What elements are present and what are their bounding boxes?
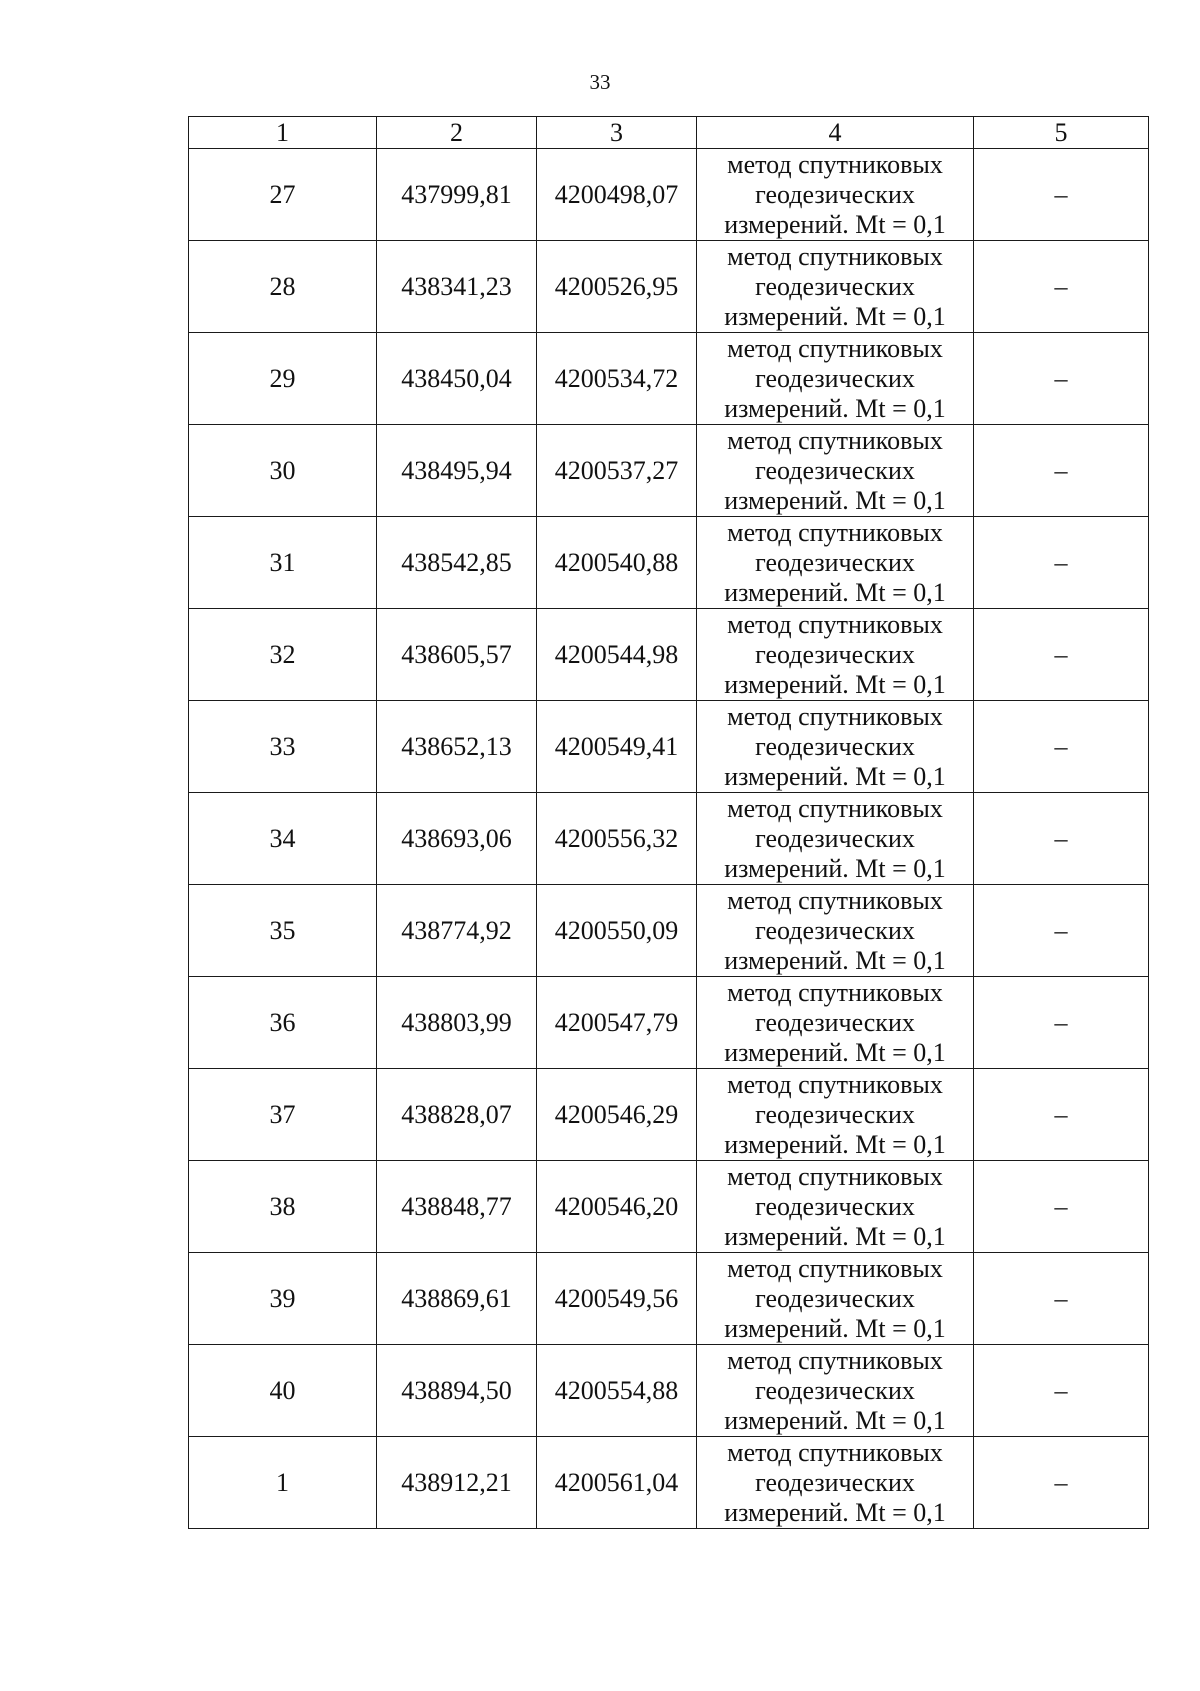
x-coordinate-cell: 438652,13 [377,701,537,793]
method-line: метод спутниковых [727,793,943,823]
method-line: геодезических [755,1099,915,1129]
y-coordinate-cell: 4200534,72 [537,333,697,425]
method-cell [697,1069,974,1161]
method-cell [697,1437,974,1529]
method-cell [697,1253,974,1345]
method-line: метод спутниковых [727,977,943,1007]
method-cell [697,241,974,333]
point-number-cell: 27 [189,149,377,241]
table-row [189,885,1149,977]
point-number-cell: 32 [189,609,377,701]
note-cell: – [974,793,1149,885]
method-line: метод спутниковых [727,517,943,547]
method-line: измерений. Mt = 0,1 [724,393,946,423]
note-cell: – [974,701,1149,793]
method-line: геодезических [755,179,915,209]
note-cell: – [974,425,1149,517]
y-coordinate-cell: 4200546,29 [537,1069,697,1161]
method-line: измерений. Mt = 0,1 [724,761,946,791]
table-row [189,333,1149,425]
table-row [189,1253,1149,1345]
note-cell: – [974,1253,1149,1345]
method-cell [697,1161,974,1253]
method-line: метод спутниковых [727,609,943,639]
method-line: метод спутниковых [727,701,943,731]
table-row [189,1161,1149,1253]
note-cell: – [974,1345,1149,1437]
method-line: измерений. Mt = 0,1 [724,1037,946,1067]
note-cell: – [974,609,1149,701]
method-line: геодезических [755,1191,915,1221]
method-line: геодезических [755,1375,915,1405]
method-line: метод спутниковых [727,241,943,271]
method-line: геодезических [755,639,915,669]
y-coordinate-cell: 4200540,88 [537,517,697,609]
column-header-4: 4 [697,117,974,149]
method-line: геодезических [755,823,915,853]
x-coordinate-cell: 438693,06 [377,793,537,885]
method-line: геодезических [755,915,915,945]
note-cell: – [974,517,1149,609]
method-line: метод спутниковых [727,885,943,915]
x-coordinate-cell: 438912,21 [377,1437,537,1529]
column-header-2: 2 [377,117,537,149]
point-number-cell: 40 [189,1345,377,1437]
method-line: геодезических [755,1283,915,1313]
point-number-cell: 38 [189,1161,377,1253]
method-cell [697,425,974,517]
note-cell: – [974,241,1149,333]
x-coordinate-cell: 438848,77 [377,1161,537,1253]
method-line: измерений. Mt = 0,1 [724,1313,946,1343]
method-line: измерений. Mt = 0,1 [724,1221,946,1251]
y-coordinate-cell: 4200561,04 [537,1437,697,1529]
point-number-cell: 31 [189,517,377,609]
note-cell: – [974,1161,1149,1253]
x-coordinate-cell: 438894,50 [377,1345,537,1437]
note-cell: – [974,333,1149,425]
method-cell [697,977,974,1069]
method-line: метод спутниковых [727,1069,943,1099]
method-line: измерений. Mt = 0,1 [724,1497,946,1527]
method-line: измерений. Mt = 0,1 [724,1129,946,1159]
y-coordinate-cell: 4200549,41 [537,701,697,793]
x-coordinate-cell: 438542,85 [377,517,537,609]
x-coordinate-cell: 438803,99 [377,977,537,1069]
x-coordinate-cell: 438450,04 [377,333,537,425]
method-line: измерений. Mt = 0,1 [724,209,946,239]
table-row [189,425,1149,517]
table-header [189,117,1149,149]
y-coordinate-cell: 4200498,07 [537,149,697,241]
y-coordinate-cell: 4200547,79 [537,977,697,1069]
x-coordinate-cell: 438605,57 [377,609,537,701]
table-row [189,241,1149,333]
note-cell: – [974,149,1149,241]
point-number-cell: 35 [189,885,377,977]
method-cell [697,517,974,609]
method-cell [697,885,974,977]
point-number-cell: 39 [189,1253,377,1345]
method-line: геодезических [755,363,915,393]
coordinates-table [188,116,1149,1529]
method-line: измерений. Mt = 0,1 [724,577,946,607]
method-line: метод спутниковых [727,1437,943,1467]
table-row [189,977,1149,1069]
method-cell [697,149,974,241]
method-line: геодезических [755,547,915,577]
y-coordinate-cell: 4200546,20 [537,1161,697,1253]
x-coordinate-cell: 438341,23 [377,241,537,333]
method-cell [697,793,974,885]
point-number-cell: 28 [189,241,377,333]
x-coordinate-cell: 438495,94 [377,425,537,517]
method-cell [697,701,974,793]
method-line: метод спутниковых [727,333,943,363]
method-line: метод спутниковых [727,1253,943,1283]
method-line: измерений. Mt = 0,1 [724,945,946,975]
table-row [189,1437,1149,1529]
x-coordinate-cell: 438869,61 [377,1253,537,1345]
y-coordinate-cell: 4200526,95 [537,241,697,333]
point-number-cell: 33 [189,701,377,793]
table-row [189,517,1149,609]
note-cell: – [974,977,1149,1069]
method-line: геодезических [755,731,915,761]
method-line: геодезических [755,1007,915,1037]
method-line: метод спутниковых [727,1345,943,1375]
point-number-cell: 36 [189,977,377,1069]
method-line: измерений. Mt = 0,1 [724,485,946,515]
point-number-cell: 1 [189,1437,377,1529]
method-line: измерений. Mt = 0,1 [724,853,946,883]
method-line: геодезических [755,271,915,301]
table-row [189,1069,1149,1161]
y-coordinate-cell: 4200556,32 [537,793,697,885]
note-cell: – [974,885,1149,977]
table-row [189,1345,1149,1437]
method-line: метод спутниковых [727,425,943,455]
x-coordinate-cell: 438774,92 [377,885,537,977]
y-coordinate-cell: 4200537,27 [537,425,697,517]
method-line: измерений. Mt = 0,1 [724,301,946,331]
note-cell: – [974,1437,1149,1529]
x-coordinate-cell: 437999,81 [377,149,537,241]
table-row [189,149,1149,241]
method-line: измерений. Mt = 0,1 [724,1405,946,1435]
note-cell: – [974,1069,1149,1161]
y-coordinate-cell: 4200544,98 [537,609,697,701]
method-cell [697,1345,974,1437]
y-coordinate-cell: 4200554,88 [537,1345,697,1437]
column-header-3: 3 [537,117,697,149]
y-coordinate-cell: 4200549,56 [537,1253,697,1345]
point-number-cell: 30 [189,425,377,517]
method-line: метод спутниковых [727,149,943,179]
point-number-cell: 37 [189,1069,377,1161]
page-number: 33 [589,70,611,94]
method-line: геодезических [755,1467,915,1497]
x-coordinate-cell: 438828,07 [377,1069,537,1161]
table-row [189,701,1149,793]
column-header-1: 1 [189,117,377,149]
method-cell [697,333,974,425]
point-number-cell: 29 [189,333,377,425]
table-body [189,149,1149,1529]
method-line: измерений. Mt = 0,1 [724,669,946,699]
method-line: геодезических [755,455,915,485]
method-cell [697,609,974,701]
column-header-5: 5 [974,117,1149,149]
table-row [189,609,1149,701]
method-line: метод спутниковых [727,1161,943,1191]
y-coordinate-cell: 4200550,09 [537,885,697,977]
table-row [189,793,1149,885]
header-row [189,117,1149,149]
point-number-cell: 34 [189,793,377,885]
